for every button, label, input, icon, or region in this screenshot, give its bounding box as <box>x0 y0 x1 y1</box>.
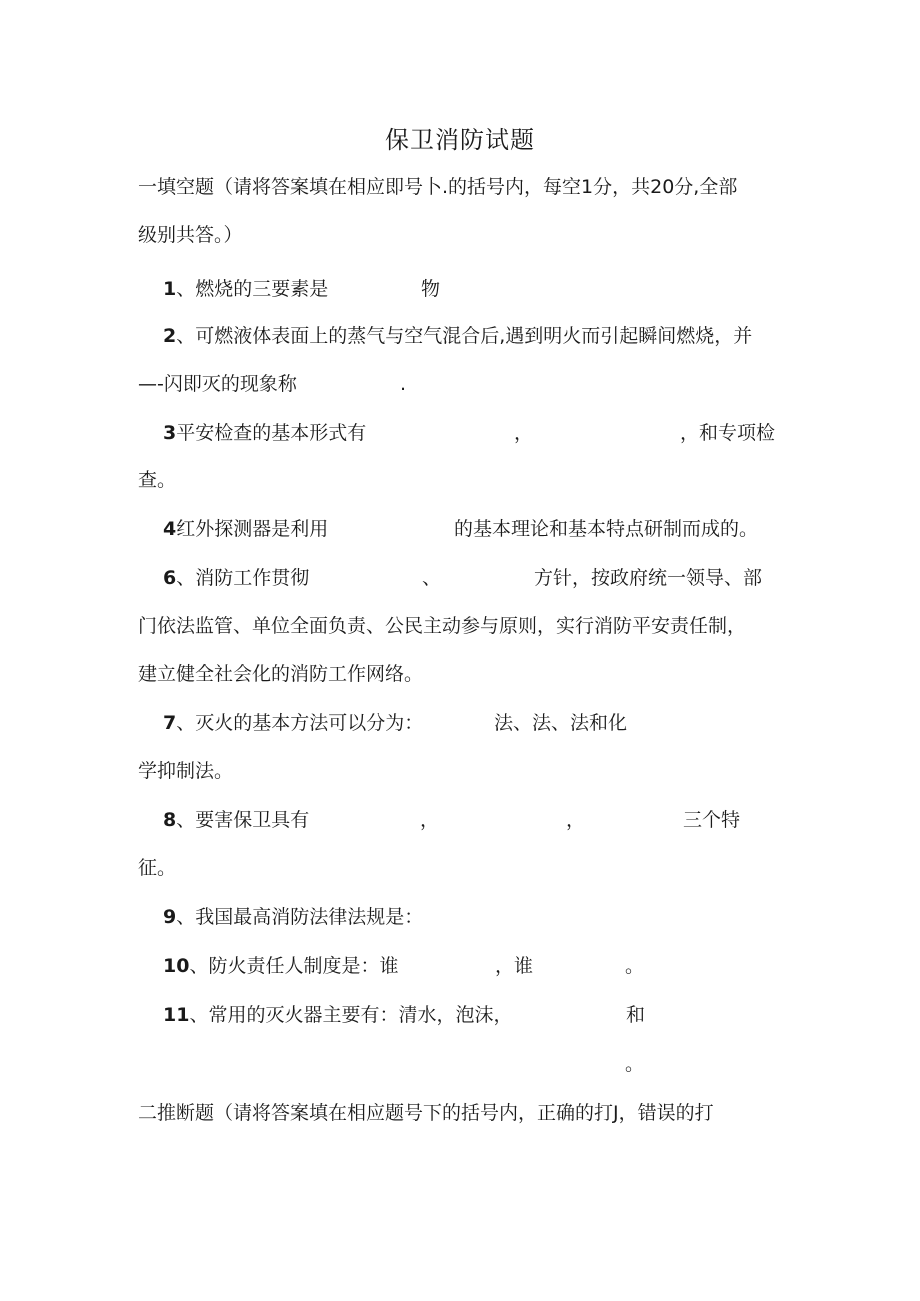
question-6-sep: 、 <box>422 567 442 589</box>
page-title: 保卫消防试题 <box>385 126 535 154</box>
question-11 <box>163 1002 512 1028</box>
question-7 <box>163 710 423 736</box>
question-text: 、常用的灭火器主要有：清水，泡沫， <box>189 1004 513 1026</box>
question-number: 10 <box>163 955 190 977</box>
question-text: 、要害保卫具有 <box>176 809 310 831</box>
question-3 <box>163 420 366 446</box>
question-number: 9 <box>163 906 177 928</box>
question-7-line2: 学抑制法。 <box>138 760 234 782</box>
section1-heading-line2: 级别共答。） <box>138 224 243 246</box>
question-4 <box>163 516 328 542</box>
question-6 <box>163 565 309 591</box>
question-6-line3: 建立健全社会化的消防工作网络。 <box>138 663 424 685</box>
question-2-line2: —-闪即灭的现象称 <box>138 373 297 395</box>
section1-heading-line1: 一填空题（请将答案填在相应即号卜.的括号内，每空1分，共20分,全部 <box>138 176 738 198</box>
question-8-comma-2: ， <box>566 809 586 831</box>
question-text: 、防火责任人制度是：谁 <box>189 955 399 977</box>
question-2 <box>163 323 752 349</box>
question-11-tail: 和 <box>626 1004 646 1026</box>
question-6-tail: 方针，按政府统一领导、部 <box>534 567 763 589</box>
question-10-end: 。 <box>625 955 645 977</box>
question-4-tail: 的基本理论和基本特点研制而成的。 <box>454 518 759 540</box>
question-2-line2-tail: . <box>400 373 407 395</box>
question-text: 平安检查的基本形式有 <box>176 422 367 444</box>
question-8-line2: 征。 <box>138 857 177 879</box>
question-8 <box>163 807 309 833</box>
question-text: 、我国最高消防法律法规是： <box>176 906 424 928</box>
question-number: 6 <box>163 567 177 589</box>
question-1-tail: 物 <box>421 278 441 300</box>
question-number: 4 <box>163 518 177 540</box>
question-11-line2: 。 <box>625 1053 645 1075</box>
question-text: 红外探测器是利用 <box>176 518 329 540</box>
question-number: 3 <box>163 422 177 444</box>
question-9 <box>163 904 423 930</box>
question-number: 1 <box>163 278 177 300</box>
question-10 <box>163 953 398 979</box>
question-text: 、燃烧的三要素是 <box>176 278 329 300</box>
question-3-line2: 查。 <box>138 469 177 491</box>
question-8-tail: 三个特 <box>683 809 741 831</box>
question-10-mid: ，谁 <box>495 955 534 977</box>
question-number: 11 <box>163 1004 190 1026</box>
question-1 <box>163 276 328 302</box>
question-3-tail: ，和专项检 <box>680 422 776 444</box>
question-8-comma-1: ， <box>420 809 440 831</box>
question-3-comma: ， <box>514 422 534 444</box>
section2-heading: 二推断题（请将答案填在相应题号下的括号内，正确的打J，错误的打 <box>138 1102 714 1124</box>
question-text: 、灭火的基本方法可以分为： <box>176 712 424 734</box>
question-number: 8 <box>163 809 177 831</box>
question-6-line2: 门依法监管、单位全面负责、公民主动参与原则，实行消防平安责任制， <box>138 615 747 637</box>
question-7-tail: 法、法、法和化 <box>494 712 628 734</box>
question-text: 、消防工作贯彻 <box>176 567 310 589</box>
question-number: 2 <box>163 325 177 347</box>
question-text: 、可燃液体表面上的蒸气与空气混合后,遇到明火而引起瞬间燃烧，并 <box>176 325 753 347</box>
question-number: 7 <box>163 712 177 734</box>
